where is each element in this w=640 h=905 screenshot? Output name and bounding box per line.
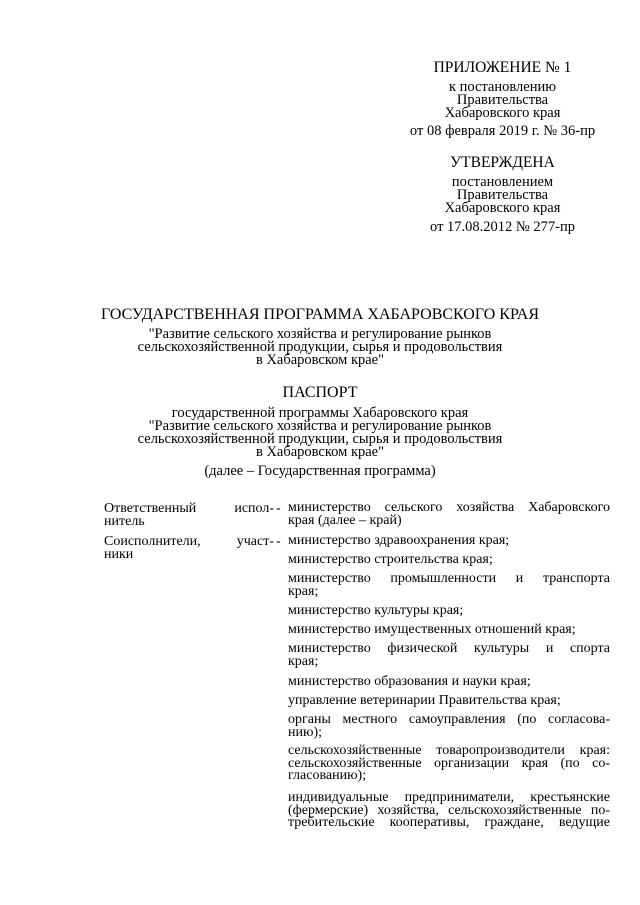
value-line: органы местного самоуправления (по согласова- <box>288 712 610 727</box>
list-item <box>288 714 610 739</box>
approved-date: от 17.08.2012 № 277-пр <box>430 219 575 235</box>
value-line: требительские кооперативы, граждане, ведущие <box>288 815 610 830</box>
label-line: нитель <box>104 514 145 529</box>
list-item <box>288 745 610 783</box>
list-item <box>288 695 610 708</box>
passport-title: ПАСПОРТ <box>282 384 358 401</box>
value-line: министерство здравоохранения края; <box>288 533 510 548</box>
list-item <box>288 624 610 637</box>
value-line: края; <box>288 583 319 599</box>
row-value-responsible <box>288 502 610 527</box>
appendix-line: Правительства <box>456 92 549 108</box>
list-item <box>288 535 610 548</box>
row-label-responsible <box>104 502 274 528</box>
program-name-line: сельскохозяйственной продукции, сырья и продовольствия <box>137 339 503 355</box>
passport-subtitle: (далее – Государственная программа) <box>204 463 436 479</box>
value-line: края; <box>288 653 319 669</box>
value-line: сельскохозяйственные организации края (по со- <box>288 755 610 771</box>
passport-line: в Хабаровском крае" <box>255 444 385 460</box>
passport-block <box>0 385 640 478</box>
passport-line: государственной программы Хабаровского края <box>171 405 469 421</box>
value-line: края (далее – край) <box>288 512 402 528</box>
list-item <box>288 676 610 689</box>
label-line: Ответственный испол- <box>104 501 274 516</box>
value-line: министерство образования и науки края; <box>288 674 531 689</box>
passport-line: сельскохозяйственной продукции, сырья и продовольствия <box>137 431 503 447</box>
list-item <box>288 643 610 668</box>
approved-line: Правительства <box>456 187 549 203</box>
list-item <box>288 792 610 830</box>
program-name-line: "Развитие сельского хозяйства и регулирование рынков <box>148 326 492 342</box>
value-line: министерство имущественных отношений края; <box>288 622 576 637</box>
value-line: министерство физической культуры и спорта <box>288 641 610 656</box>
approved-line: постановлением <box>451 174 554 190</box>
list-item <box>288 605 610 618</box>
value-line: нию); <box>288 724 322 740</box>
list-item <box>288 554 610 567</box>
value-line: министерство культуры края; <box>288 603 464 618</box>
program-name-line: в Хабаровском крае" <box>255 352 385 368</box>
row-label-coexecutors <box>104 535 274 561</box>
row-dash: - <box>276 534 281 549</box>
list-item <box>288 573 610 598</box>
value-line: гласованию); <box>288 768 367 783</box>
program-title: ГОСУДАРСТВЕННАЯ ПРОГРАММА ХАБАРОВСКОГО КРАЯ <box>100 306 540 323</box>
approved-block <box>380 155 625 234</box>
approved-line: Хабаровского края <box>444 200 561 216</box>
value-line: сельскохозяйственные товаропроизводители края: <box>288 743 610 758</box>
appendix-date: от 08 февраля 2019 г. № 36-пр <box>409 123 596 139</box>
appendix-block <box>380 60 625 138</box>
appendix-title: ПРИЛОЖЕНИЕ № 1 <box>433 59 572 76</box>
approved-title: УТВЕРЖДЕНА <box>450 154 555 171</box>
value-line: (фермерские) хозяйства, сельскохозяйственные по- <box>288 802 610 818</box>
value-line: индивидуальные предприниматели, крестьянские <box>288 790 610 805</box>
label-line: ники <box>104 547 134 562</box>
value-line: министерство промышленности и транспорта <box>288 571 610 586</box>
value-line: министерство строительства края; <box>288 552 493 567</box>
program-title-block <box>0 307 640 367</box>
value-line: управление ветеринарии Правительства края; <box>288 693 561 708</box>
value-line: министерство сельского хозяйства Хабаровского <box>288 500 610 515</box>
label-line: Соисполнители, участ- <box>104 534 274 549</box>
appendix-line: к постановлению <box>448 79 557 95</box>
appendix-line: Хабаровского края <box>444 105 561 121</box>
row-dash: - <box>276 501 281 516</box>
passport-line: "Развитие сельского хозяйства и регулирование рынков <box>148 418 492 434</box>
